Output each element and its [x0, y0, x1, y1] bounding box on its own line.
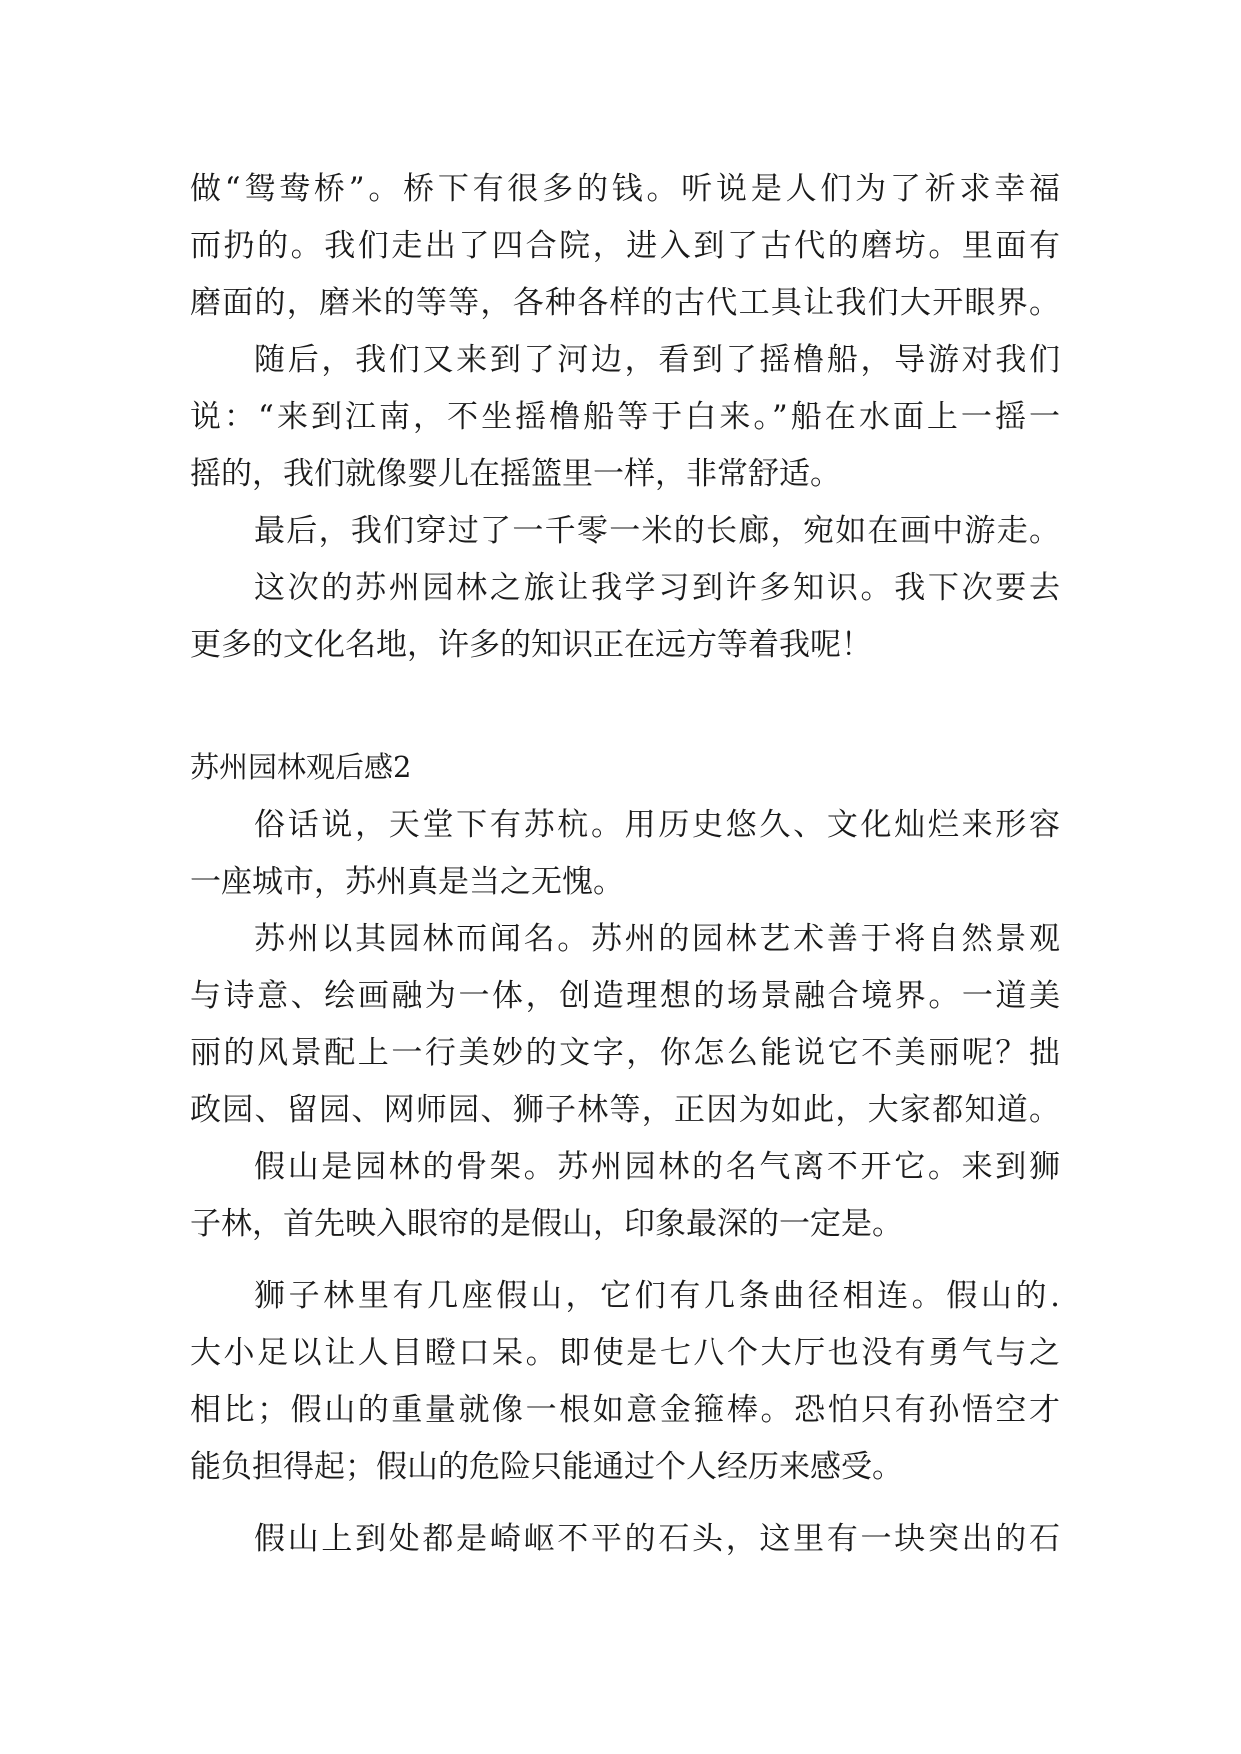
- text-line: 磨面的，磨米的等等，各种各样的古代工具让我们大开眼界。: [190, 285, 1060, 321]
- text-line: 更多的文化名地，许多的知识正在远方等着我呢！: [190, 627, 872, 663]
- text-line: 随后，我们又来到了河边，看到了摇橹船，导游对我们: [254, 342, 1060, 378]
- text-line: 假山是园林的骨架。苏州园林的名气离不开它。来到狮: [254, 1149, 1060, 1185]
- text-line: 俗话说，天堂下有苏杭。用历史悠久、文化灿烂来形容: [254, 807, 1060, 843]
- text-line: 一座城市，苏州真是当之无愧。: [190, 864, 624, 900]
- text-line: 子林，首先映入眼帘的是假山，印象最深的一定是。: [190, 1206, 903, 1242]
- text-line: 做“鸳鸯桥”。桥下有很多的钱。听说是人们为了祈求幸福: [190, 171, 1060, 207]
- text-line: 最后，我们穿过了一千零一米的长廊，宛如在画中游走。: [254, 513, 1060, 549]
- text-line: 这次的苏州园林之旅让我学习到许多知识。我下次要去: [254, 570, 1060, 606]
- text-line: 苏州以其园林而闻名。苏州的园林艺术善于将自然景观: [254, 921, 1060, 957]
- text-line: 而扔的。我们走出了四合院，进入到了古代的磨坊。里面有: [190, 228, 1060, 264]
- text-line: 摇的，我们就像婴儿在摇篮里一样，非常舒适。: [190, 456, 841, 492]
- text-line: 大小足以让人目瞪口呆。即使是七八个大厅也没有勇气与之: [190, 1335, 1060, 1371]
- text-line: 与诗意、绘画融为一体，创造理想的场景融合境界。一道美: [190, 978, 1060, 1014]
- section-heading: 苏州园林观后感2: [190, 750, 412, 784]
- text-line: 假山上到处都是崎岖不平的石头，这里有一块突出的石: [254, 1521, 1060, 1557]
- text-line: 狮子林里有几座假山，它们有几条曲径相连。假山的.: [254, 1278, 1060, 1314]
- text-line: 丽的风景配上一行美妙的文字，你怎么能说它不美丽呢？拙: [190, 1035, 1060, 1071]
- text-line: 相比；假山的重量就像一根如意金箍棒。恐怕只有孙悟空才: [190, 1392, 1060, 1428]
- text-line: 说：“来到江南，不坐摇橹船等于白来。”船在水面上一摇一: [190, 399, 1060, 435]
- text-line: 能负担得起；假山的危险只能通过个人经历来感受。: [190, 1449, 903, 1485]
- text-line: 政园、留园、网师园、狮子林等，正因为如此，大家都知道。: [190, 1092, 1060, 1128]
